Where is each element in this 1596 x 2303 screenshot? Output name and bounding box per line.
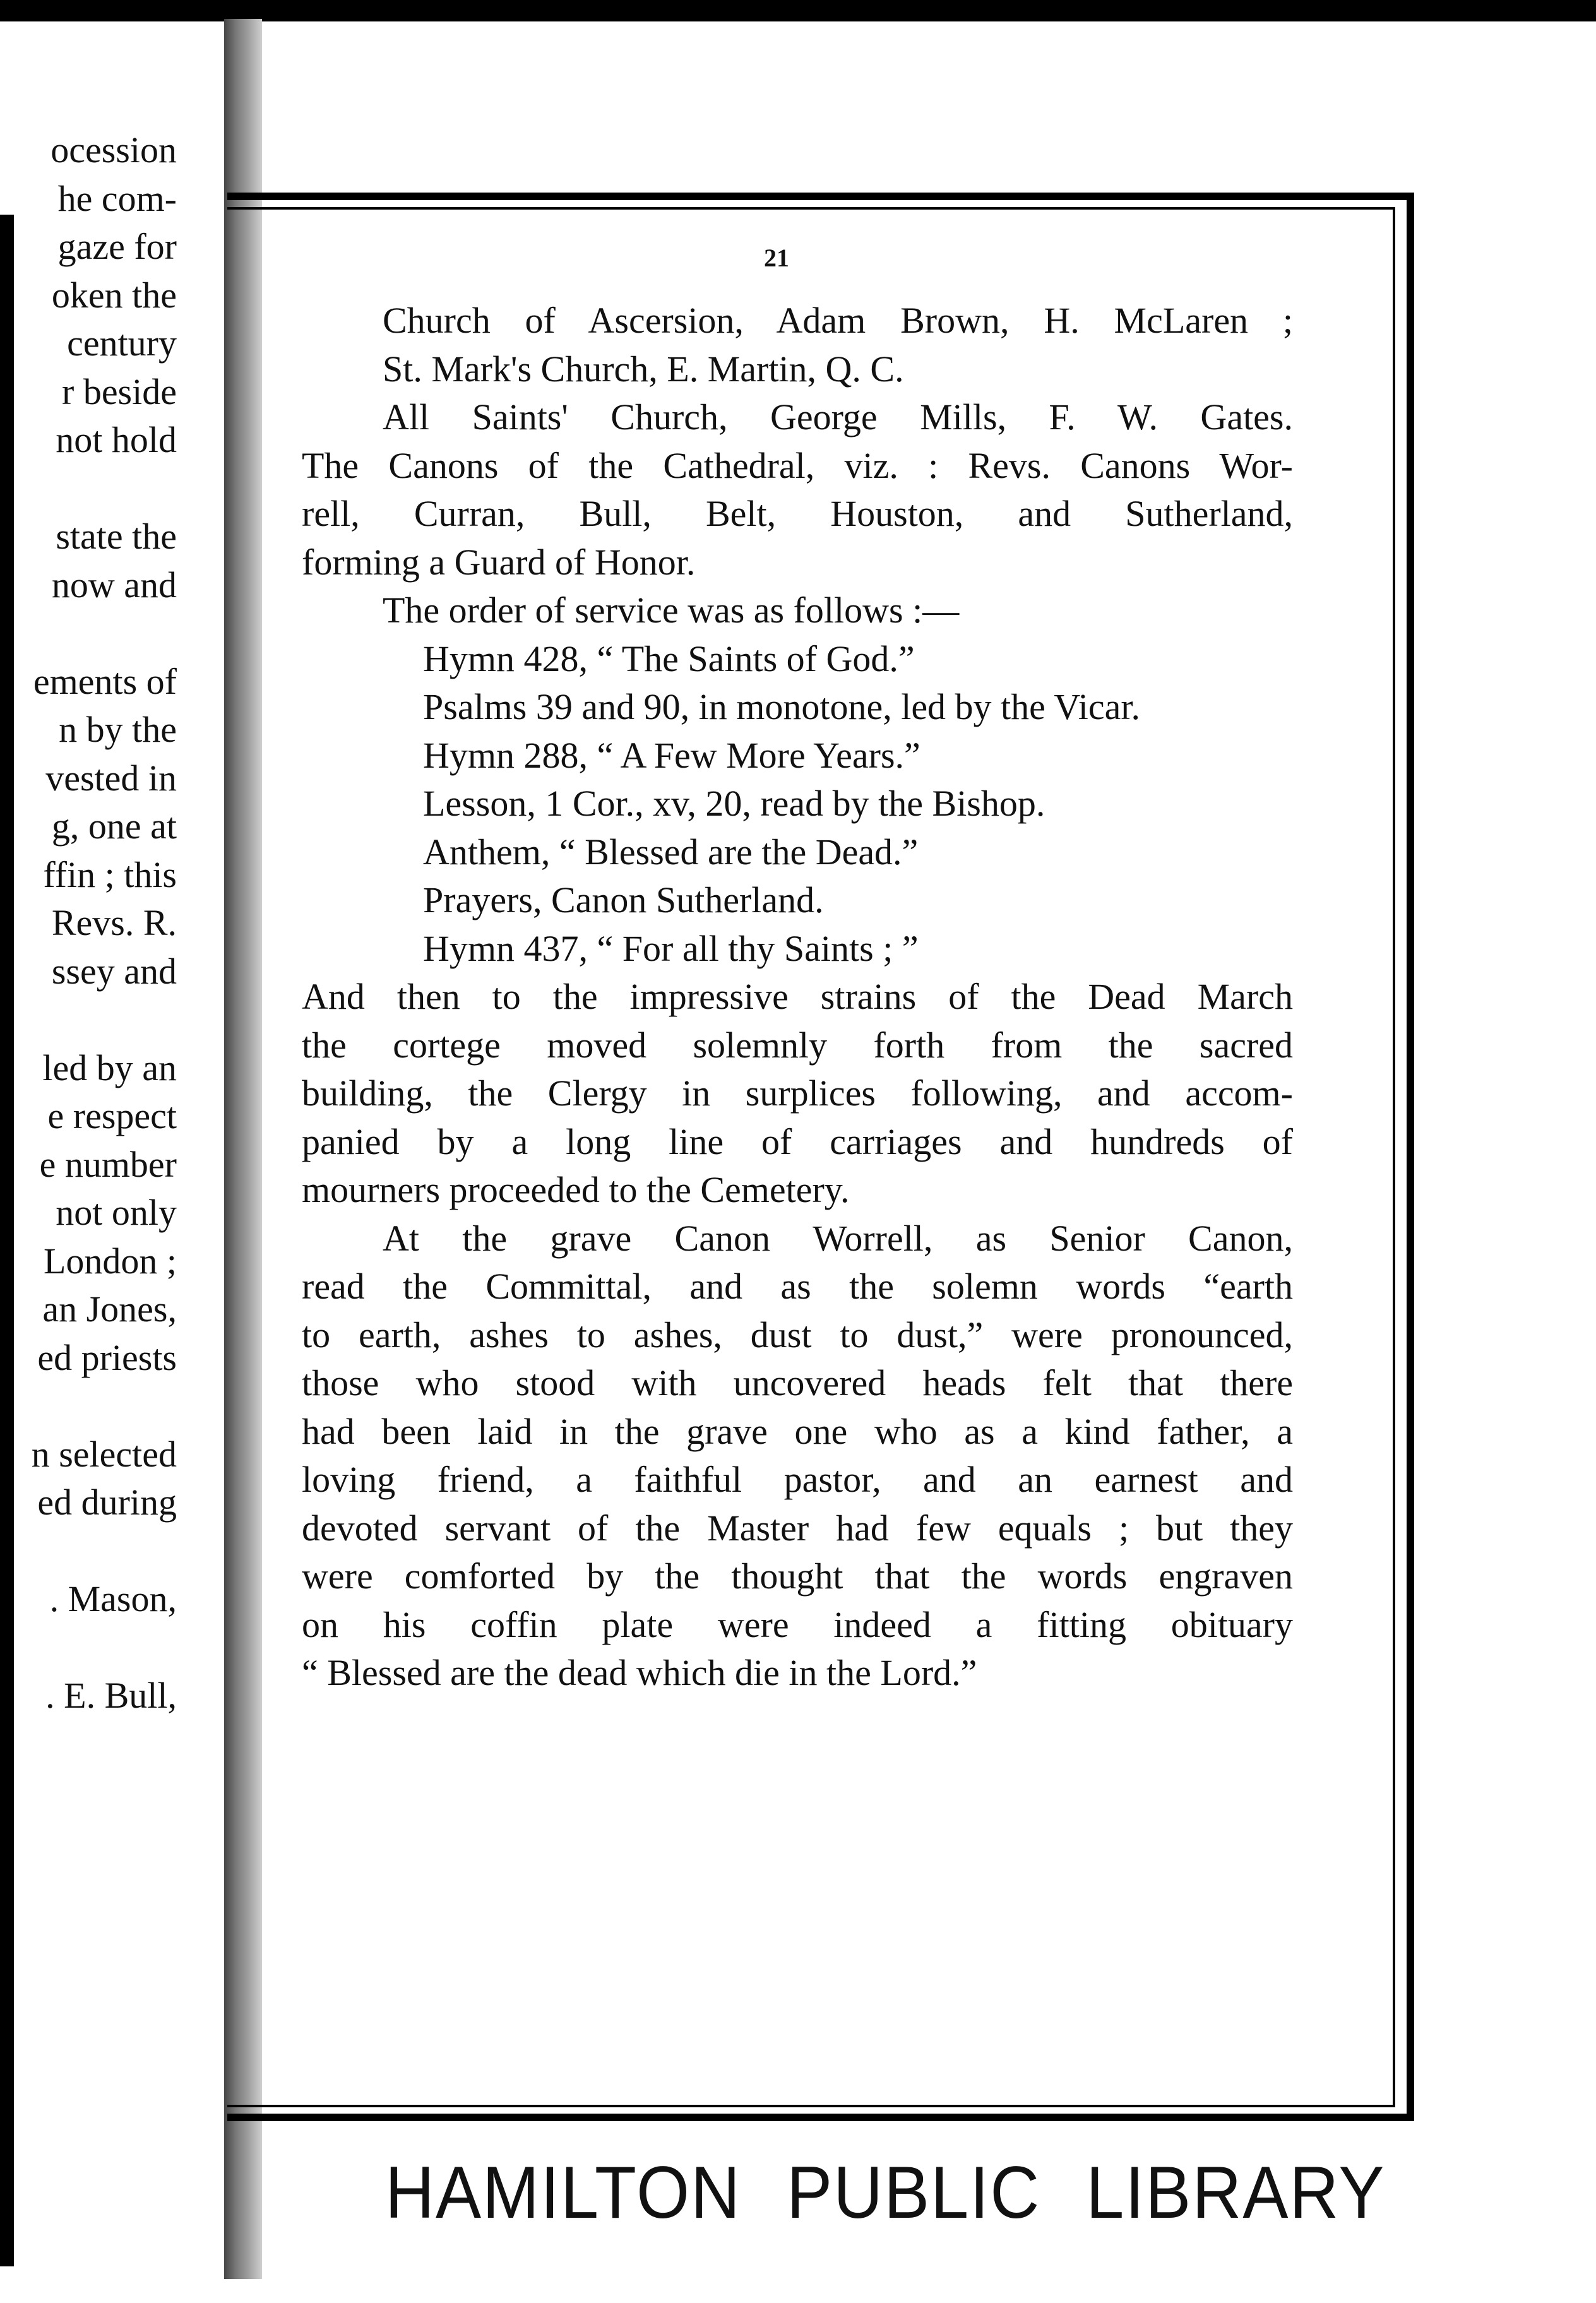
left-page-line: century xyxy=(67,323,177,364)
text-line: rell, Curran, Bull, Belt, Houston, and Sutherland, xyxy=(302,493,1293,534)
text-line: mourners proceeded to the Cemetery. xyxy=(302,1169,850,1210)
left-page-line: oken the xyxy=(51,274,177,316)
text-line: All Saints' Church, George Mills, F. W. Gates. xyxy=(383,396,1293,437)
text-line: Church of Ascersion, Adam Brown, H. McLaren ; xyxy=(383,300,1293,341)
text-line: “ Blessed are the dead which die in the Lord.” xyxy=(302,1652,977,1693)
left-page-line: London ; xyxy=(43,1240,177,1282)
library-stamp xyxy=(385,2150,1385,2235)
text-line: those who stood with uncovered heads felt that there xyxy=(302,1362,1293,1403)
left-page-line: gaze for xyxy=(57,226,177,267)
left-page-line: r beside xyxy=(62,371,177,412)
text-line: to earth, ashes to ashes, dust to dust,” were pronounced, xyxy=(302,1314,1293,1355)
left-page-line: now and xyxy=(51,564,177,605)
left-page-line: ements of xyxy=(33,660,177,702)
text-line: were comforted by the thought that the words engraven xyxy=(302,1556,1293,1597)
left-page-line: e respect xyxy=(47,1095,177,1136)
left-page-line: n by the xyxy=(59,709,177,750)
scan-left-edge xyxy=(0,215,14,2266)
text-line: forming a Guard of Honor. xyxy=(302,541,696,583)
left-page-line: n selected xyxy=(31,1433,177,1475)
text-line: Hymn 428, “ The Saints of God.” xyxy=(423,638,915,679)
text-line: panied by a long line of carriages and hundreds of xyxy=(302,1121,1293,1162)
text-line: And then to the impressive strains of the Dead March xyxy=(302,976,1293,1017)
left-page-line: ssey and xyxy=(51,950,177,992)
left-page-line: ocession xyxy=(51,129,177,170)
left-page-line: . Mason, xyxy=(49,1578,177,1619)
text-line: loving friend, a faithful pastor, and an earnest and xyxy=(302,1459,1293,1500)
page-number: 21 xyxy=(764,244,789,272)
text-line: Psalms 39 and 90, in monotone, led by the Vicar. xyxy=(423,686,1140,727)
text-line: read the Committal, and as the solemn words “earth xyxy=(302,1266,1293,1307)
left-page-line: . E. Bull, xyxy=(45,1675,177,1716)
text-line: Prayers, Canon Sutherland. xyxy=(423,879,824,920)
stamp-word: LIBRARY xyxy=(1086,2151,1386,2234)
left-page-line: e number xyxy=(39,1143,177,1185)
text-line: Hymn 437, “ For all thy Saints ; ” xyxy=(423,927,919,969)
left-page-line: g, one at xyxy=(51,806,177,847)
text-line: St. Mark's Church, E. Martin, Q. C. xyxy=(383,348,904,390)
scan-top-border xyxy=(0,0,1596,21)
left-page-line: vested in xyxy=(45,757,177,799)
left-page-line: he com- xyxy=(57,177,177,219)
stamp-word: HAMILTON xyxy=(385,2151,742,2234)
left-page-line: led by an xyxy=(42,1047,177,1088)
text-line: Lesson, 1 Cor., xv, 20, read by the Bishop. xyxy=(423,783,1045,824)
text-line: the cortege moved solemnly forth from the sacred xyxy=(302,1024,1293,1066)
left-page-line: ed priests xyxy=(37,1336,177,1378)
stamp-word: PUBLIC xyxy=(787,2151,1041,2234)
left-page-line: not only xyxy=(56,1192,177,1233)
text-line: The Canons of the Cathedral, viz. : Revs. Canons Wor- xyxy=(302,444,1293,486)
text-line: on his coffin plate were indeed a fitting obituary xyxy=(302,1604,1293,1645)
left-page-line: an Jones, xyxy=(42,1288,177,1330)
body-text xyxy=(302,297,1293,1698)
left-page-line: ffin ; this xyxy=(43,854,177,895)
left-page-fragment xyxy=(0,129,227,2146)
text-line: Hymn 288, “ A Few More Years.” xyxy=(423,734,920,776)
text-line: Anthem, “ Blessed are the Dead.” xyxy=(423,831,919,872)
left-page-line: ed during xyxy=(37,1482,177,1523)
text-line: The order of service was as follows :— xyxy=(383,590,960,631)
left-page-line: not hold xyxy=(56,419,177,460)
left-page-line: state the xyxy=(56,516,177,557)
left-page-line: Revs. R. xyxy=(51,902,177,943)
text-line: building, the Clergy in surplices following, and accom- xyxy=(302,1073,1293,1114)
text-line: At the grave Canon Worrell, as Senior Canon, xyxy=(383,1217,1293,1259)
text-line: devoted servant of the Master had few equals ; but they xyxy=(302,1507,1293,1549)
text-line: had been laid in the grave one who as a kind father, a xyxy=(302,1410,1293,1452)
